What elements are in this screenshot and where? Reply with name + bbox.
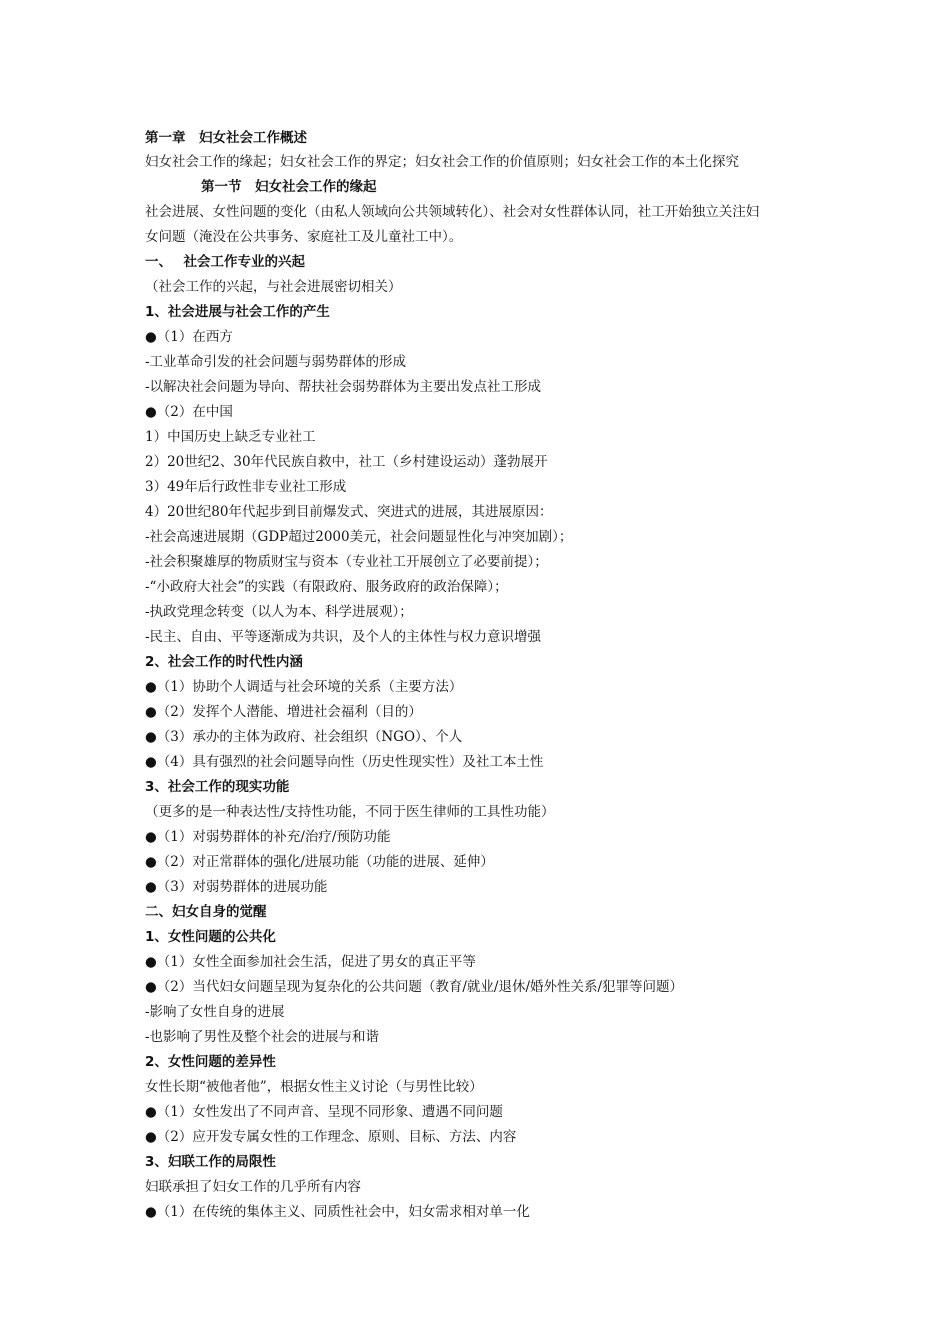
heading-2: 2、女性问题的差异性 [145, 1054, 276, 1070]
dash-item: -工业革命引发的社会问题与弱势群体的形成 [145, 354, 407, 370]
heading-2: 3、妇联工作的局限性 [145, 1154, 276, 1170]
dash-item: -也影响了男性及整个社会的进展与和谐 [145, 1029, 380, 1045]
paragraph-line: 妇联承担了妇女工作的几乎所有内容 [145, 1179, 361, 1195]
bullet-item: ●（4）具有强烈的社会问题导向性（历史性现实性）及社工本土性 [145, 754, 544, 770]
bullet-item: ●（3）对弱势群体的进展功能 [145, 879, 328, 895]
dash-item: -社会高速进展期（GDP超过2000美元，社会问题显性化与冲突加剧）； [145, 529, 573, 545]
bullet-item: ●（2）应开发专属女性的工作理念、原则、目标、方法、内容 [145, 1129, 517, 1145]
heading-1: 一、 社会工作专业的兴起 [145, 254, 305, 270]
paragraph-line: 女性长期“被他者他”，根据女性主义讨论（与男性比较） [145, 1079, 483, 1095]
dash-item: -社会积聚雄厚的物质财宝与资本（专业社工开展创立了必要前提）； [145, 554, 548, 570]
numbered-item: 3）49年后行政性非专业社工形成 [145, 479, 347, 495]
bullet-item: ●（1）对弱势群体的补充/治疗/预防功能 [145, 829, 391, 845]
bullet-item: ●（1）在西方 [145, 329, 233, 345]
chapter-outline: 妇女社会工作的缘起；妇女社会工作的界定；妇女社会工作的价值原则；妇女社会工作的本土化探究 [145, 154, 739, 170]
dash-item: -执政党理念转变（以人为本、科学进展观）； [145, 604, 413, 620]
heading-2: 3、社会工作的现实功能 [145, 779, 290, 795]
paragraph-line: 社会进展、女性问题的变化（由私人领域向公共领域转化）、社会对女性群体认同，社工开始独立关注妇 [145, 204, 760, 220]
bullet-item: ●（3）承办的主体为政府、社会组织（NGO）、个人 [145, 729, 463, 745]
bullet-item: ●（1）女性全面参加社会生活，促进了男女的真正平等 [145, 954, 476, 970]
heading-1: 二、妇女自身的觉醒 [145, 904, 267, 920]
numbered-item: 2）20世纪2、30年代民族自救中，社工（乡村建设运动）蓬勃展开 [145, 454, 548, 470]
heading-2: 1、社会进展与社会工作的产生 [145, 304, 330, 320]
bullet-item: ●（2）在中国 [145, 404, 233, 420]
bullet-item: ●（1）女性发出了不同声音、呈现不同形象、遭遇不同问题 [145, 1104, 503, 1120]
numbered-item: 1）中国历史上缺乏专业社工 [145, 429, 316, 445]
bullet-item: ●（2）当代妇女问题呈现为复杂化的公共问题（教育/就业/退休/婚外性关系/犯罪等问题） [145, 979, 684, 995]
dash-item: -以解决社会问题为导向、帮扶社会弱势群体为主要出发点社工形成 [145, 379, 542, 395]
paragraph-line: 女问题（淹没在公共事务、家庭社工及儿童社工中）。 [145, 229, 463, 245]
chapter-title: 第一章 妇女社会工作概述 [145, 130, 307, 146]
dash-item: -民主、自由、平等逐渐成为共识，及个人的主体性与权力意识增强 [145, 629, 542, 645]
heading-2: 1、女性问题的公共化 [145, 929, 276, 945]
paragraph-line: （更多的是一种表达性/支持性功能，不同于医生律师的工具性功能） [145, 804, 555, 820]
dash-item: -“小政府大社会”的实践（有限政府、服务政府的政治保障）； [145, 579, 508, 595]
bullet-item: ●（2）对正常群体的强化/进展功能（功能的进展、延伸） [145, 854, 494, 870]
numbered-item: 4）20世纪80年代起步到目前爆发式、突进式的进展，其进展原因： [145, 504, 553, 520]
dash-item: -影响了女性自身的进展 [145, 1004, 285, 1020]
bullet-item: ●（2）发挥个人潜能、增进社会福利（目的） [145, 704, 422, 720]
bullet-item: ●（1）协助个人调适与社会环境的关系（主要方法） [145, 679, 463, 695]
heading-2: 2、社会工作的时代性内涵 [145, 654, 303, 670]
section-title: 第一节 妇女社会工作的缘起 [201, 179, 377, 195]
paragraph-line: （社会工作的兴起，与社会进展密切相关） [145, 279, 402, 295]
bullet-item: ●（1）在传统的集体主义、同质性社会中，妇女需求相对单一化 [145, 1204, 530, 1220]
